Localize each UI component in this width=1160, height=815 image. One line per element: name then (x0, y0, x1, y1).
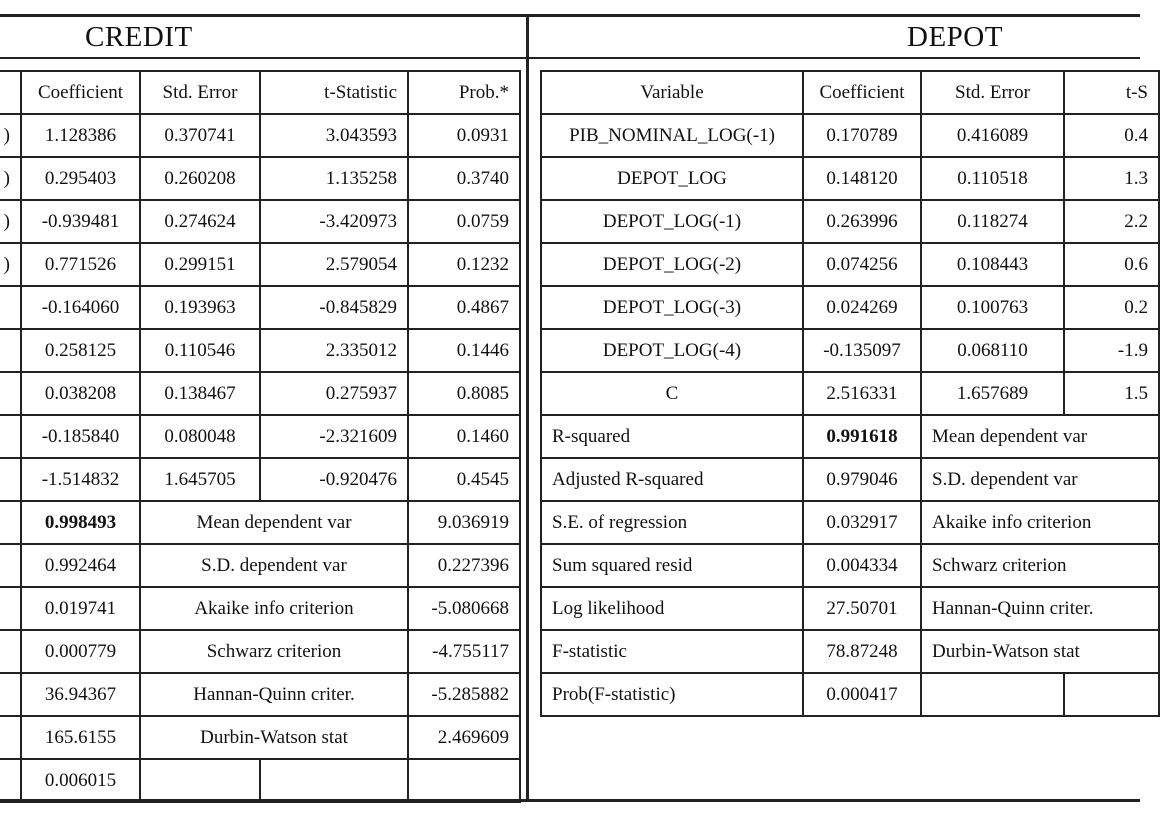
table-row (0, 372, 520, 415)
depot-title: DEPOT (907, 21, 1003, 53)
variable-cell: DEPOT_LOG (541, 157, 803, 200)
stat-label: Akaike info criterion (140, 587, 408, 630)
prob-cell: 0.8085 (408, 372, 520, 415)
std-error-cell: 0.118274 (921, 200, 1064, 243)
t-statistic-cell: -0.845829 (260, 286, 408, 329)
table-row (541, 157, 1159, 200)
stat-label: S.E. of regression (541, 501, 803, 544)
stats-row (541, 544, 1159, 587)
empty-cell (260, 759, 408, 802)
stats-row (541, 673, 1159, 716)
stat-label-2: Schwarz criterion (921, 544, 1159, 587)
stat-label: Durbin-Watson stat (140, 716, 408, 759)
table-row (541, 372, 1159, 415)
table-row (541, 114, 1159, 157)
depot-regression-table (540, 70, 1160, 717)
coefficient-cell: 0.024269 (803, 286, 921, 329)
variable-cell: PIB_NOMINAL_LOG(-1) (541, 114, 803, 157)
stats-row (541, 501, 1159, 544)
t-statistic-cell: 2.335012 (260, 329, 408, 372)
coefficient-cell: -0.135097 (803, 329, 921, 372)
variable-cell: DEPOT_LOG(-2) (541, 243, 803, 286)
stats-row (541, 415, 1159, 458)
stats-row (541, 630, 1159, 673)
table-row (0, 157, 520, 200)
stat-label: Log likelihood (541, 587, 803, 630)
table-row (541, 200, 1159, 243)
coefficient-cell: 0.148120 (803, 157, 921, 200)
std-error-cell: 0.080048 (140, 415, 260, 458)
stats-row (0, 587, 520, 630)
stat-label-2: Akaike info criterion (921, 501, 1159, 544)
t-statistic-cell: 0.4 (1064, 114, 1159, 157)
stat-label-partial (0, 630, 21, 673)
t-statistic-cell: 0.275937 (260, 372, 408, 415)
prob-cell: 0.1232 (408, 243, 520, 286)
variable-cell: DEPOT_LOG(-4) (541, 329, 803, 372)
stat-value: 0.032917 (803, 501, 921, 544)
std-error-cell: 0.416089 (921, 114, 1064, 157)
depot-header-row (541, 71, 1159, 114)
t-statistic-cell: 1.135258 (260, 157, 408, 200)
std-error-header: Std. Error (140, 71, 260, 114)
t-statistic-header: t-S (1064, 71, 1159, 114)
std-error-cell: 0.110518 (921, 157, 1064, 200)
title-rule (0, 57, 1140, 59)
stat-label: Adjusted R-squared (541, 458, 803, 501)
stat-value: 0.998493 (21, 501, 140, 544)
std-error-cell: 0.274624 (140, 200, 260, 243)
stat-value: 36.94367 (21, 673, 140, 716)
coefficient-header: Coefficient (803, 71, 921, 114)
coefficient-header: Coefficient (21, 71, 140, 114)
variable-cell: DEPOT_LOG(-1) (541, 200, 803, 243)
variable-cell-partial (0, 329, 21, 372)
coefficient-cell: -1.514832 (21, 458, 140, 501)
variable-header: Variable (541, 71, 803, 114)
stat-value: 0.006015 (21, 759, 140, 802)
stat-label-partial (0, 544, 21, 587)
stat-label-2: Hannan-Quinn criter. (921, 587, 1159, 630)
variable-cell-partial: ) (0, 243, 21, 286)
table-row (0, 243, 520, 286)
coefficient-cell: 0.038208 (21, 372, 140, 415)
variable-header-partial (0, 71, 21, 114)
coefficient-cell: 2.516331 (803, 372, 921, 415)
stats-row (0, 630, 520, 673)
table-row (0, 458, 520, 501)
t-statistic-cell: -2.321609 (260, 415, 408, 458)
variable-cell-partial: ) (0, 114, 21, 157)
coefficient-cell: -0.939481 (21, 200, 140, 243)
t-statistic-cell: -1.9 (1064, 329, 1159, 372)
std-error-cell: 0.260208 (140, 157, 260, 200)
std-error-cell: 0.100763 (921, 286, 1064, 329)
t-statistic-cell: 0.2 (1064, 286, 1159, 329)
coefficient-cell: -0.164060 (21, 286, 140, 329)
variable-cell: DEPOT_LOG(-3) (541, 286, 803, 329)
variable-cell-partial (0, 415, 21, 458)
prob-cell: 0.1446 (408, 329, 520, 372)
std-error-cell: 0.068110 (921, 329, 1064, 372)
center-divider (526, 14, 529, 802)
coefficient-cell: 0.258125 (21, 329, 140, 372)
stats-row (0, 544, 520, 587)
stat-label-partial (0, 673, 21, 716)
std-error-cell: 0.138467 (140, 372, 260, 415)
stats-row (0, 501, 520, 544)
prob-cell: 0.0759 (408, 200, 520, 243)
table-row (0, 114, 520, 157)
stat-value-2: 2.469609 (408, 716, 520, 759)
stat-value: 0.019741 (21, 587, 140, 630)
stat-label: Sum squared resid (541, 544, 803, 587)
stat-value-2: 9.036919 (408, 501, 520, 544)
prob-header: Prob.* (408, 71, 520, 114)
table-row (0, 200, 520, 243)
coefficient-cell: 0.295403 (21, 157, 140, 200)
stat-label-2 (921, 673, 1064, 716)
prob-cell: 0.3740 (408, 157, 520, 200)
stat-label: Prob(F-statistic) (541, 673, 803, 716)
coefficient-cell: 0.170789 (803, 114, 921, 157)
coefficient-cell: -0.185840 (21, 415, 140, 458)
t-statistic-cell: -3.420973 (260, 200, 408, 243)
t-statistic-header: t-Statistic (260, 71, 408, 114)
stat-label: F-statistic (541, 630, 803, 673)
stat-label: R-squared (541, 415, 803, 458)
credit-regression-table (0, 70, 521, 803)
stat-value-2: -4.755117 (408, 630, 520, 673)
stat-value-2: -5.285882 (408, 673, 520, 716)
t-statistic-cell: 1.3 (1064, 157, 1159, 200)
std-error-cell: 0.108443 (921, 243, 1064, 286)
stat-value: 27.50701 (803, 587, 921, 630)
t-statistic-cell: 0.6 (1064, 243, 1159, 286)
t-statistic-cell: 1.5 (1064, 372, 1159, 415)
std-error-cell: 1.657689 (921, 372, 1064, 415)
empty-cell (1064, 673, 1159, 716)
stat-label-2: Mean dependent var (921, 415, 1159, 458)
credit-title: CREDIT (85, 21, 193, 53)
stats-row (0, 716, 520, 759)
stat-value-2: -5.080668 (408, 587, 520, 630)
empty-cell (408, 759, 520, 802)
stat-value: 0.992464 (21, 544, 140, 587)
std-error-cell: 0.370741 (140, 114, 260, 157)
coefficient-cell: 0.771526 (21, 243, 140, 286)
table-row (541, 243, 1159, 286)
std-error-cell: 0.299151 (140, 243, 260, 286)
coefficient-cell: 0.263996 (803, 200, 921, 243)
stat-label-2: S.D. dependent var (921, 458, 1159, 501)
variable-cell-partial (0, 372, 21, 415)
prob-cell: 0.0931 (408, 114, 520, 157)
stat-label: Schwarz criterion (140, 630, 408, 673)
prob-cell: 0.4545 (408, 458, 520, 501)
variable-cell-partial (0, 458, 21, 501)
stats-row (0, 759, 520, 802)
std-error-cell: 0.193963 (140, 286, 260, 329)
stat-value-2: 0.227396 (408, 544, 520, 587)
stat-value: 0.000779 (21, 630, 140, 673)
stat-label-2: Durbin-Watson stat (921, 630, 1159, 673)
credit-header-row (0, 71, 520, 114)
variable-cell: C (541, 372, 803, 415)
stat-label-partial (0, 587, 21, 630)
std-error-header: Std. Error (921, 71, 1064, 114)
variable-cell-partial: ) (0, 200, 21, 243)
t-statistic-cell: 3.043593 (260, 114, 408, 157)
empty-cell (140, 759, 260, 802)
table-row (0, 415, 520, 458)
stat-value: 78.87248 (803, 630, 921, 673)
variable-cell-partial (0, 286, 21, 329)
t-statistic-cell: 2.2 (1064, 200, 1159, 243)
coefficient-cell: 1.128386 (21, 114, 140, 157)
stat-value: 0.991618 (803, 415, 921, 458)
table-row (541, 329, 1159, 372)
table-row (0, 286, 520, 329)
stats-row (541, 458, 1159, 501)
stat-label-partial (0, 501, 21, 544)
stat-label-partial (0, 759, 21, 802)
stat-value: 0.000417 (803, 673, 921, 716)
t-statistic-cell: 2.579054 (260, 243, 408, 286)
stat-label-partial (0, 716, 21, 759)
stats-row (0, 673, 520, 716)
std-error-cell: 0.110546 (140, 329, 260, 372)
stats-row (541, 587, 1159, 630)
stat-label: Hannan-Quinn criter. (140, 673, 408, 716)
t-statistic-cell: -0.920476 (260, 458, 408, 501)
table-row (0, 329, 520, 372)
prob-cell: 0.1460 (408, 415, 520, 458)
stat-value: 165.6155 (21, 716, 140, 759)
coefficient-cell: 0.074256 (803, 243, 921, 286)
std-error-cell: 1.645705 (140, 458, 260, 501)
stat-value: 0.979046 (803, 458, 921, 501)
prob-cell: 0.4867 (408, 286, 520, 329)
top-rule (0, 14, 1140, 17)
variable-cell-partial: ) (0, 157, 21, 200)
table-row (541, 286, 1159, 329)
stat-label: Mean dependent var (140, 501, 408, 544)
stat-label: S.D. dependent var (140, 544, 408, 587)
stat-value: 0.004334 (803, 544, 921, 587)
